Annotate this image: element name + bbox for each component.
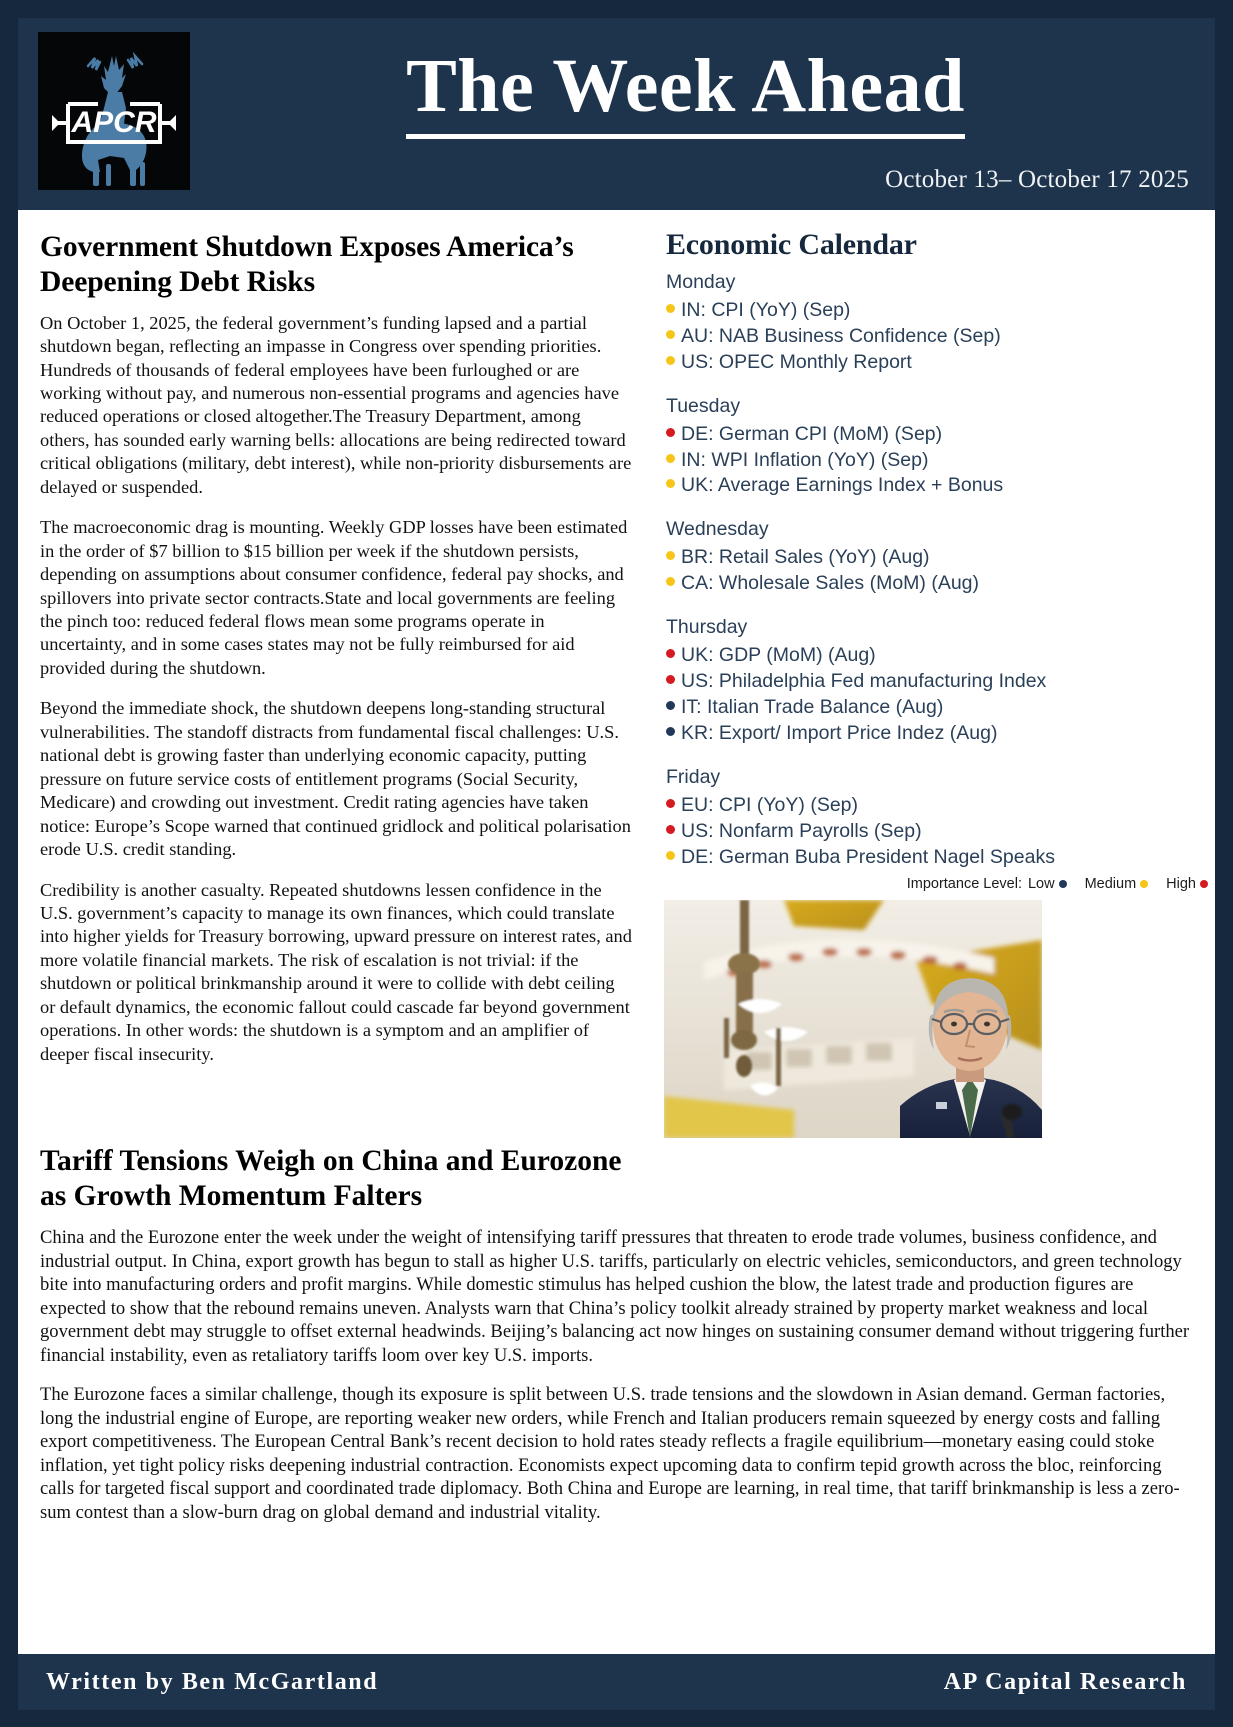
article-2-paragraph: The Eurozone faces a similar challenge, though its exposure is split between U.S. trade tensions and the slowdown in Asian demand. German factories, long the industrial engine of Europe, are reporting weaker new orders, while French and Italian producers remain squeezed by energy costs and falling export competitiveness. The European Central Bank’s recent decision to hold rates steady reflects a fragile equilibrium—monetary easing could stoke inflation, yet tight policy risks deepening industrial contraction. Economists expect upcoming data to confirm tepid growth across the bloc, reinforcing calls for targeted fiscal support and coordinated trade diplomacy. Both China and Europe are learning, in real time, that tariff brinkmanship is less a zero-sum contest than a slow-burn drag on global demand and industrial vitality. [40, 1384, 1180, 1523]
content-sheet [18, 210, 1215, 1654]
importance-dot-icon [666, 675, 675, 684]
article-photo [664, 900, 1042, 1138]
page-title-text: The Week Ahead [406, 44, 965, 139]
calendar-event-label: IN: WPI Inflation (YoY) (Sep) [681, 448, 929, 471]
calendar-event-label: EU: CPI (YoY) (Sep) [681, 793, 859, 816]
importance-dot-icon [666, 799, 675, 808]
article-1-paragraph: On October 1, 2025, the federal government’s funding lapsed and a partial shutdown began, reflecting an impasse in Congress over spending priorities. Hundreds of thousands of federal employees have been furloughed or are working without pay, and numerous non-essential programs and agencies have reduced operations or closed altogether.The Treasury Department, among others, has sounded early warning bells: allocations are being redirected toward critical obligations (military, debt interest), while non-priority disbursements are delayed or suspended. [40, 312, 632, 497]
calendar-event-label: DE: German CPI (MoM) (Sep) [681, 422, 943, 445]
calendar-day-group [658, 270, 1214, 376]
economic-calendar-title: Economic Calendar [666, 228, 917, 261]
calendar-day-name: Tuesday [666, 394, 741, 417]
calendar-event[interactable] [666, 695, 1214, 721]
article-1-paragraph: Beyond the immediate shock, the shutdown deepens long-standing structural vulnerabilities. The standoff distracts from fundamental fiscal challenges: U.S. national debt is growing faster than underlying economic capacity, putting pressure on future service costs of entitlement programs (Social Security, Medicare) and crowding out investment. Credit rating agencies have taken notice: Europe’s Scope warned that continued gridlock and political polarisation erode U.S. credit standing. [40, 698, 631, 860]
economic-calendar-list [658, 270, 1214, 870]
importance-dot-icon [666, 577, 675, 586]
calendar-event-label: UK: Average Earnings Index + Bonus [681, 474, 1004, 497]
legend-high-dot-icon [1200, 880, 1208, 888]
footer-bar [18, 1654, 1215, 1710]
legend-label: Importance Level: [906, 876, 1022, 893]
calendar-event-label: KR: Export/ Import Price Indez (Aug) [681, 721, 998, 744]
calendar-event[interactable] [666, 721, 1214, 747]
calendar-event[interactable] [666, 845, 1214, 871]
calendar-event[interactable] [666, 350, 1214, 376]
calendar-event[interactable] [666, 571, 1214, 597]
calendar-event-label: BR: Retail Sales (YoY) (Aug) [681, 546, 930, 569]
calendar-event-label: US: OPEC Monthly Report [681, 350, 912, 373]
article-2 [34, 1144, 1199, 1524]
calendar-day-name: Thursday [666, 616, 748, 639]
calendar-event[interactable] [666, 669, 1214, 695]
calendar-event[interactable] [666, 298, 1214, 324]
masthead [18, 18, 1215, 210]
article-2-headline: Tariff Tensions Weigh on China and Eurozone as Growth Momentum Falters [40, 1145, 622, 1213]
right-column [658, 224, 1214, 1138]
calendar-event[interactable] [666, 473, 1214, 499]
importance-legend [658, 876, 1208, 892]
calendar-event[interactable] [666, 422, 1214, 448]
date-range: October 13– October 17 2025 [885, 166, 1189, 193]
calendar-event-label: US: Philadelphia Fed manufacturing Index [681, 669, 1047, 692]
calendar-event-label: CA: Wholesale Sales (MoM) (Aug) [681, 572, 980, 595]
calendar-event-label: IN: CPI (YoY) (Sep) [681, 298, 851, 321]
calendar-event-label: AU: NAB Business Confidence (Sep) [681, 324, 1001, 347]
calendar-event[interactable] [666, 819, 1214, 845]
calendar-event-label: IT: Italian Trade Balance (Aug) [681, 695, 944, 718]
legend-low-dot-icon [1059, 880, 1067, 888]
importance-dot-icon [666, 454, 675, 463]
importance-dot-icon [666, 330, 675, 339]
legend-low-label: Low [1027, 876, 1055, 893]
article-1-headline: Government Shutdown Exposes America’s Deepening Debt Risks [40, 231, 574, 298]
importance-dot-icon [666, 304, 675, 313]
article-1-paragraph: Credibility is another casualty. Repeated shutdowns lessen confidence in the U.S. government’s capacity to manage its own finances, which could translate into higher yields for Treasury borrowing, upward pressure on interest rates, and more volatile financial markets. The risk of escalation is not trivial: if the shutdown or political brinkmanship around it were to collide with debt ceiling or default dynamics, the economic fallout could cascade far beyond government operations. In other words: the shutdown is a symptom and an amplifier of deeper fiscal insecurity. [40, 879, 632, 1064]
footer-author: Written by Ben McGartland [46, 1668, 379, 1695]
legend-high-label: High [1166, 876, 1196, 893]
calendar-event-label: US: Nonfarm Payrolls (Sep) [681, 819, 922, 842]
stag-logo-icon [38, 32, 190, 190]
importance-dot-icon [666, 649, 675, 658]
left-column [34, 224, 634, 1066]
calendar-day-group [658, 765, 1214, 871]
calendar-day-group [658, 615, 1214, 747]
calendar-day-name: Monday [666, 271, 736, 293]
importance-dot-icon [666, 356, 675, 365]
page-title [263, 44, 1108, 128]
importance-dot-icon [666, 851, 675, 860]
footer-organization: AP Capital Research [943, 1668, 1187, 1695]
calendar-event[interactable] [666, 324, 1214, 350]
apcr-logo [38, 32, 190, 190]
article-1-paragraph: The macroeconomic drag is mounting. Weekly GDP losses have been estimated in the order of $7 billion to $15 billion per week if the shutdown persists, depending on assumptions about consumer confidence, federal pay shocks, and spillovers into private sector contracts.State and local governments are feeling the pinch too: reduced federal flows mean some programs operate in uncertainty, and in some cases states may not be fully reimbursed for aid provided during the shutdown. [40, 517, 628, 678]
importance-dot-icon [666, 727, 675, 736]
article-2-paragraph: China and the Eurozone enter the week under the weight of intensifying tariff pressures that threaten to erode trade volumes, business confidence, and industrial output. In China, export growth has begun to stall as higher U.S. tariffs, particularly on electric vehicles, semiconductors, and green technology bite into manufacturing orders and profit margins. While domestic stimulus has helped cushion the blow, the latest trade and production figures are expected to show that the rebound remains uneven. Analysts warn that China’s policy toolkit already strained by property market weakness and local government debt may struggle to offset external headwinds. Beijing’s balancing act now hinges on sustaining consumer demand without triggering further financial instability, even as retaliatory tariffs loom over key U.S. imports. [40, 1227, 1190, 1366]
calendar-day-group [658, 517, 1214, 597]
importance-dot-icon [666, 551, 675, 560]
legend-medium-dot-icon [1140, 880, 1148, 888]
two-column-area [34, 224, 1199, 1138]
calendar-event[interactable] [666, 643, 1214, 669]
importance-dot-icon [666, 825, 675, 834]
calendar-event-label: DE: German Buba President Nagel Speaks [681, 845, 1055, 868]
calendar-event-label: UK: GDP (MoM) (Aug) [681, 644, 876, 667]
legend-medium-label: Medium [1084, 876, 1137, 893]
calendar-day-group [658, 394, 1214, 500]
importance-dot-icon [666, 701, 675, 710]
calendar-day-name: Wednesday [666, 518, 769, 541]
calendar-event[interactable] [666, 448, 1214, 474]
calendar-event[interactable] [666, 545, 1214, 571]
svg-text:APCR: APCR [71, 106, 157, 139]
calendar-day-name: Friday [666, 765, 721, 788]
importance-dot-icon [666, 479, 675, 488]
importance-dot-icon [666, 428, 675, 437]
photo-image [664, 900, 1042, 1138]
calendar-event[interactable] [666, 793, 1214, 819]
